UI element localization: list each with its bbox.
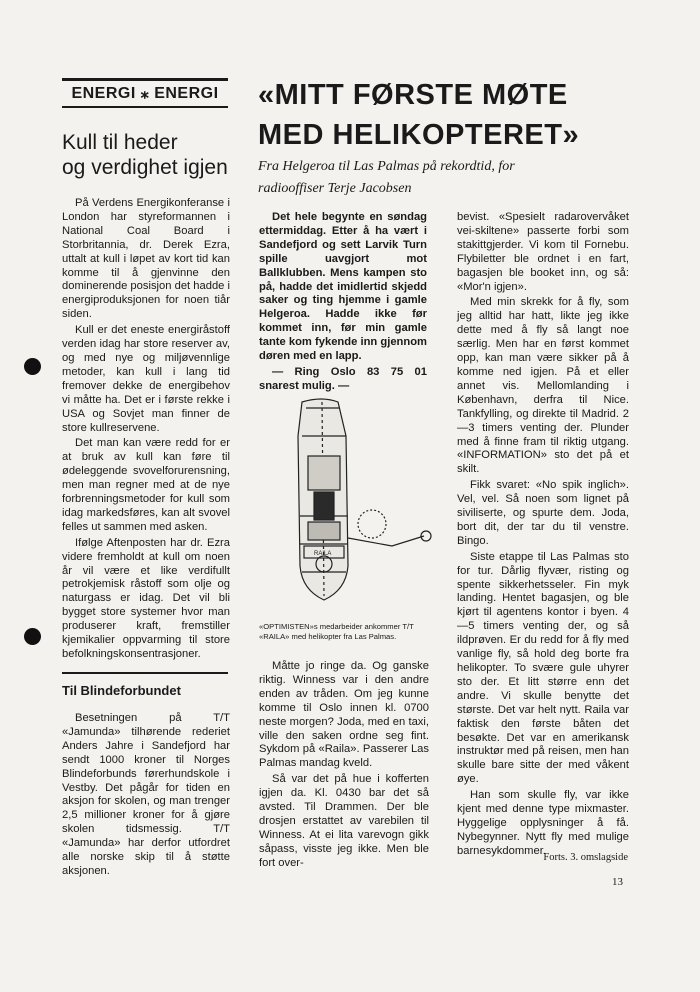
section-tag: ENERGI ⁎ ENERGI xyxy=(71,85,219,102)
paragraph: Fikk svaret: «No spik inglich». Vel, vel. Så noen som lignet på siviliserte, og spurte dem. Joda, bort dit, der tar du til venstre. Bingo. xyxy=(457,479,629,547)
ship-illustration xyxy=(262,396,438,608)
paragraph: Med min skrekk for å fly, som jeg alltid har hatt, likte jeg ikke dette med å fly så langt noe særlig. Men har en først kommet opp, kan man være sikker på å komme ned igjen. På et eller annet vis. Mellomlanding i København, derfra til Nice. Tankfylling, og direkte til Madrid. 2—3 timers venting der. Plunder med å finne fram til riktig utgang. «INFORMATION» sto det på et skilt. xyxy=(457,296,629,476)
paragraph: bevist. «Spesielt radarovervåket vei-skiltene» passerte forbi som stakittgjerder. Vi kom til Fornebu. Flybiletter ble ordnet i en fart, bagasjen ble booket inn, og så: «Mor'n igjen». xyxy=(457,211,629,293)
continued-note: Forts. 3. omslagside xyxy=(543,852,628,863)
subtitle-line: Fra Helgeroa til Las Palmas på rekordtid, for xyxy=(258,159,515,174)
paragraph: Så var det på hue i kofferten igjen da. Kl. 0430 bar det så avsted. Til Drammen. Der ble drosjen erstattet av varebilen til Winness. At ei lita varevogn gikk såpass, visste jeg ikke. Men ble fort over- xyxy=(259,773,429,869)
intro-column xyxy=(259,211,427,396)
subtitle-line: radiooffiser Terje Jacobsen xyxy=(258,181,412,196)
page-number: 13 xyxy=(612,876,623,888)
phone-line: — Ring Oslo 83 75 01 snarest mulig. — xyxy=(259,365,427,392)
paragraph: Det man kan være redd for er at bruk av kull kan føre til ødeleggende svovelforurensning, men man regner med at de nye forbrenningsmetoder for kull som idag markedsføres, kan alt svovel felles ut sammen med asken. xyxy=(62,437,230,533)
kicker-line: Kull til heder xyxy=(62,131,178,154)
paragraph: Måtte jo ringe da. Og ganske riktig. Winness var i den andre enden av tråden. Om jeg kunne komme til Oslo innen kl. 0700 neste morgen? Joda, med en taxi, ville den saken ordne seg fint. Sykdom på «Raila». Passerer Las Palmas mandag kveld. xyxy=(259,660,429,770)
article-kicker xyxy=(62,130,242,180)
subhead: Til Blindeforbundet xyxy=(62,683,181,698)
right-column xyxy=(457,211,629,861)
binder-hole xyxy=(24,628,41,645)
paragraph: På Verdens Energikonferanse i London har styreformannen i National Coal Board i Storbritannia, dr. Derek Ezra, uttalt at kull i løpet av kort tid kan komme til å gjenvinne den dominerende posisjon det hadde i energiproduksjonen for noen tiår siden. xyxy=(62,197,230,321)
paragraph: Ifølge Aftenposten har dr. Ezra videre fremholdt at kull om noen år vil være et like verdifullt petrokjemisk råstoff som olje og naturgass er idag. Det vil bli bygget store systemer hvor man produserer kraft, fremstiller kjemikalier oppvarming til store befolkningskonsentrasjoner. xyxy=(62,536,230,660)
paragraph: Siste etappe til Las Palmas sto for tur. Dårlig flyvær, risting og spente sikkerhetsseler. Fin myk landing. Hentet bagasjen, og ble kjørt til agentens kontor i byen. 4—5 timers venting der, og så ildprøven. Er du redd for å fly med vanlige fly, så hold deg borte fra helikopter. To svære gule uhyrer sto der. Et litt større enn det andre. Vi skulle benytte det største. Det var helt nytt. Raila var faktisk den første båten det besøkte. Det var en amerikansk instruktør med på reisen, men han skulle bare sitte der med våkent øye. xyxy=(457,550,629,786)
middle-column xyxy=(259,660,429,873)
headline-line: MED HELIKOPTERET» xyxy=(258,119,580,151)
headline-line: «MITT FØRSTE MØTE xyxy=(258,79,568,111)
ship-name-label: RAILA xyxy=(314,551,332,557)
binder-hole xyxy=(24,358,41,375)
subtitle xyxy=(258,156,678,200)
headline xyxy=(258,75,678,155)
tag-rule xyxy=(62,106,228,108)
paragraph: Besetningen på T/T «Jamunda» tilhørende rederiet Anders Jahre i Sandefjord har sendt 1000 kroner til Norges Blindeforbunds førerhundskole i Vestby. Det pågår for tiden en aksjon for skolen, og man trenger 2,5 millioner kroner for å gjøre skolen tidsmessig. T/T «Jamunda» har derfor utfordret alle norske skip til å støtte aksjonen. xyxy=(62,712,230,877)
blind-article-body xyxy=(62,712,230,881)
kicker-line: og verdighet igjen xyxy=(62,156,228,179)
photo-caption: «OPTIMISTEN»s medarbeider ankommer T/T «RAILA» med helikopter fra Las Palmas. xyxy=(259,622,414,641)
paragraph: Han som skulle fly, var ikke kjent med denne type mixmaster. Hyggelige opplysninger å få. Nybegynner. Nytt fly med mulige barnesykdommer. xyxy=(457,789,629,857)
top-rule xyxy=(62,78,228,81)
paragraph: Kull er det eneste energiråstoff verden idag har store reserver av, og med nye og miljøvennlige metoder, kan kull i lang tid fremover dekke de energibehov vi måtte ha. Det er i første rekke i USA og Sovjet man finner de store kullreservene. xyxy=(62,324,230,434)
section-rule xyxy=(62,672,228,674)
intro-paragraph: Det hele begynte en søndag ettermiddag. Etter å ha vært i Sandefjord og sett Larvik Turn spille uavgjort mot Ballklubben. Mens kampen sto på, hadde det imidlertid skjedd saker og ting hjemme i gamle Helgeroa. Hadde ikke før kommet inn, før min gamle tante kom fykende inn gjennom døren med en lapp. xyxy=(259,211,427,363)
coal-article-body xyxy=(62,197,230,664)
